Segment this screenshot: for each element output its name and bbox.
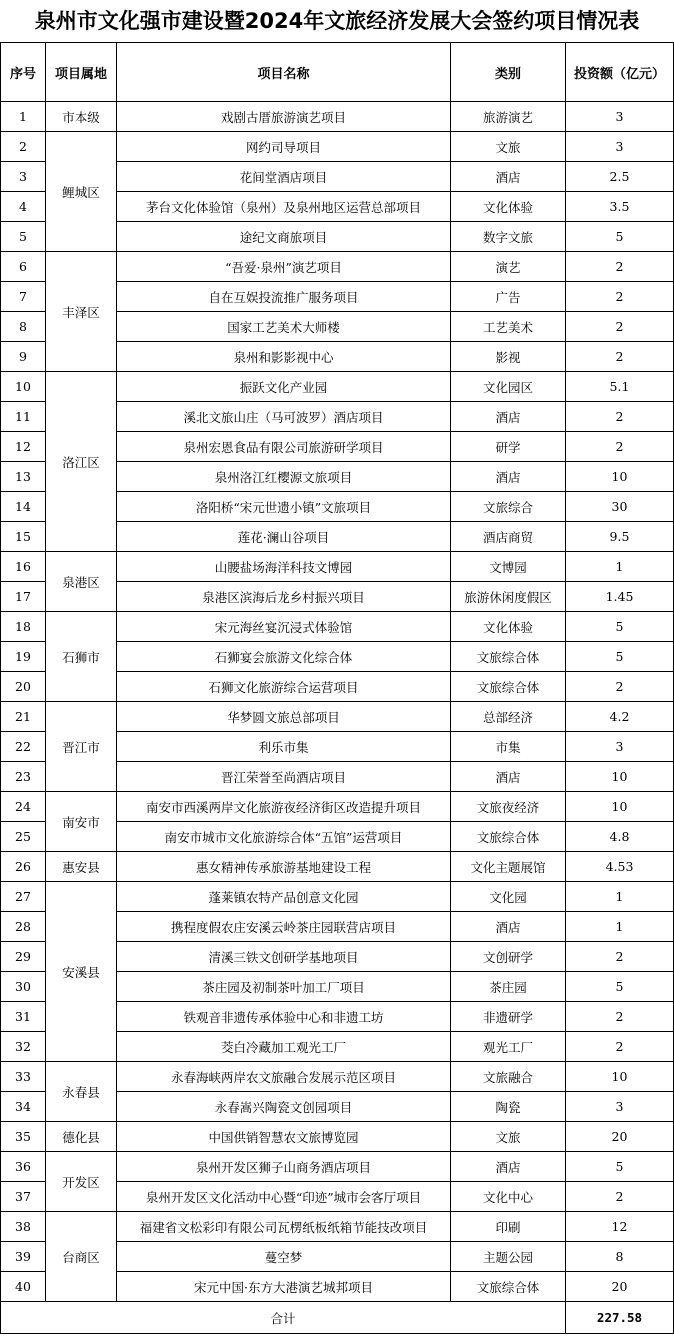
amount-cell: 2 — [566, 432, 674, 462]
category-cell: 文旅综合体 — [451, 1272, 566, 1302]
table-row — [1, 792, 674, 822]
category-cell: 文旅融合 — [451, 1062, 566, 1092]
project-name-cell: 洛阳桥“宋元世遗小镇”文旅项目 — [117, 492, 451, 522]
row-index: 37 — [1, 1182, 46, 1212]
category-cell: 印刷 — [451, 1212, 566, 1242]
category-cell: 酒店 — [451, 162, 566, 192]
project-name-cell: 福建省文松彩印有限公司瓦楞纸板纸箱节能技改项目 — [117, 1212, 451, 1242]
row-index: 3 — [1, 162, 46, 192]
project-name-cell: 华梦圆文旅总部项目 — [117, 702, 451, 732]
amount-cell: 10 — [566, 762, 674, 792]
category-cell: 文化体验 — [451, 612, 566, 642]
category-cell: 酒店 — [451, 462, 566, 492]
amount-cell: 9.5 — [566, 522, 674, 552]
table-row — [1, 852, 674, 882]
amount-cell: 20 — [566, 1122, 674, 1152]
project-name-cell: 茶庄园及初制茶叶加工厂项目 — [117, 972, 451, 1002]
amount-cell: 4.8 — [566, 822, 674, 852]
amount-cell: 5 — [566, 1152, 674, 1182]
row-index: 27 — [1, 882, 46, 912]
row-index: 35 — [1, 1122, 46, 1152]
row-index: 36 — [1, 1152, 46, 1182]
row-index: 14 — [1, 492, 46, 522]
row-index: 5 — [1, 222, 46, 252]
project-name-cell: 晋江荣誉至尚酒店项目 — [117, 762, 451, 792]
region-cell: 德化县 — [46, 1122, 117, 1152]
row-index: 1 — [1, 102, 46, 132]
amount-cell: 2 — [566, 672, 674, 702]
row-index: 20 — [1, 672, 46, 702]
amount-cell: 3 — [566, 132, 674, 162]
row-index: 34 — [1, 1092, 46, 1122]
amount-cell: 4.53 — [566, 852, 674, 882]
project-name-cell: 振跃文化产业园 — [117, 372, 451, 402]
category-cell: 影视 — [451, 342, 566, 372]
project-name-cell: 国家工艺美术大师楼 — [117, 312, 451, 342]
category-cell: 文化主题展馆 — [451, 852, 566, 882]
project-name-cell: 石狮宴会旅游文化综合体 — [117, 642, 451, 672]
table-row — [1, 552, 674, 582]
amount-cell: 5 — [566, 642, 674, 672]
amount-cell: 2 — [566, 942, 674, 972]
category-cell: 文化园区 — [451, 372, 566, 402]
amount-cell: 12 — [566, 1212, 674, 1242]
total-row — [1, 1302, 674, 1334]
row-index: 25 — [1, 822, 46, 852]
category-cell: 演艺 — [451, 252, 566, 282]
category-cell: 文化园 — [451, 882, 566, 912]
category-cell: 文旅 — [451, 132, 566, 162]
row-index: 9 — [1, 342, 46, 372]
amount-cell: 3 — [566, 1092, 674, 1122]
row-index: 15 — [1, 522, 46, 552]
amount-cell: 1 — [566, 912, 674, 942]
total-amount: 227.58 — [566, 1302, 674, 1334]
amount-cell: 10 — [566, 1062, 674, 1092]
amount-cell: 5 — [566, 972, 674, 1002]
table-row — [1, 252, 674, 282]
row-index: 30 — [1, 972, 46, 1002]
row-index: 40 — [1, 1272, 46, 1302]
category-cell: 旅游休闲度假区 — [451, 582, 566, 612]
row-index: 29 — [1, 942, 46, 972]
project-name-cell: 石狮文化旅游综合运营项目 — [117, 672, 451, 702]
amount-cell: 1.45 — [566, 582, 674, 612]
project-name-cell: 山腰盐场海洋科技文博园 — [117, 552, 451, 582]
project-name-cell: 清溪三铁文创研学基地项目 — [117, 942, 451, 972]
project-name-cell: 携程度假农庄安溪云岭茶庄园联营店项目 — [117, 912, 451, 942]
row-index: 10 — [1, 372, 46, 402]
row-index: 17 — [1, 582, 46, 612]
amount-cell: 5.1 — [566, 372, 674, 402]
category-cell: 文博园 — [451, 552, 566, 582]
amount-cell: 20 — [566, 1272, 674, 1302]
project-name-cell: 利乐市集 — [117, 732, 451, 762]
row-index: 18 — [1, 612, 46, 642]
category-cell: 观光工厂 — [451, 1032, 566, 1062]
row-index: 32 — [1, 1032, 46, 1062]
project-name-cell: 惠女精神传承旅游基地建设工程 — [117, 852, 451, 882]
category-cell: 市集 — [451, 732, 566, 762]
region-cell: 南安市 — [46, 792, 117, 852]
category-cell: 茶庄园 — [451, 972, 566, 1002]
project-name-cell: 宋元中国·东方大港演艺城邦项目 — [117, 1272, 451, 1302]
project-name-cell: 茭白冷藏加工观光工厂 — [117, 1032, 451, 1062]
amount-cell: 30 — [566, 492, 674, 522]
category-cell: 文旅综合体 — [451, 642, 566, 672]
amount-cell: 2 — [566, 1182, 674, 1212]
category-cell: 酒店商贸 — [451, 522, 566, 552]
amount-cell: 10 — [566, 792, 674, 822]
amount-cell: 2 — [566, 252, 674, 282]
region-cell: 开发区 — [46, 1152, 117, 1212]
table-row — [1, 372, 674, 402]
row-index: 23 — [1, 762, 46, 792]
category-cell: 旅游演艺 — [451, 102, 566, 132]
category-cell: 文旅综合体 — [451, 672, 566, 702]
amount-cell: 2 — [566, 312, 674, 342]
row-index: 8 — [1, 312, 46, 342]
project-name-cell: 泉州洛江红樱源文旅项目 — [117, 462, 451, 492]
table-row — [1, 1062, 674, 1092]
category-cell: 文化中心 — [451, 1182, 566, 1212]
project-name-cell: 宋元海丝宴沉浸式体验馆 — [117, 612, 451, 642]
category-cell: 酒店 — [451, 402, 566, 432]
amount-cell: 1 — [566, 552, 674, 582]
amount-cell: 1 — [566, 882, 674, 912]
category-cell: 总部经济 — [451, 702, 566, 732]
category-cell: 酒店 — [451, 1152, 566, 1182]
project-name-cell: 蔓空梦 — [117, 1242, 451, 1272]
table-row — [1, 1152, 674, 1182]
row-index: 39 — [1, 1242, 46, 1272]
amount-cell: 5 — [566, 612, 674, 642]
amount-cell: 3 — [566, 732, 674, 762]
page-title: 泉州市文化强市建设暨2024年文旅经济发展大会签约项目情况表 — [34, 9, 640, 33]
row-index: 22 — [1, 732, 46, 762]
region-cell: 鲤城区 — [46, 132, 117, 252]
amount-cell: 2 — [566, 282, 674, 312]
category-cell: 主题公园 — [451, 1242, 566, 1272]
project-name-cell: 花间堂酒店项目 — [117, 162, 451, 192]
row-index: 24 — [1, 792, 46, 822]
project-name-cell: 南安市西溪两岸文化旅游夜经济街区改造提升项目 — [117, 792, 451, 822]
category-cell: 文旅夜经济 — [451, 792, 566, 822]
row-index: 7 — [1, 282, 46, 312]
table-row — [1, 612, 674, 642]
table-row — [1, 1212, 674, 1242]
project-name-cell: 泉州和影影视中心 — [117, 342, 451, 372]
project-name-cell: “吾爱·泉州”演艺项目 — [117, 252, 451, 282]
category-cell: 文旅 — [451, 1122, 566, 1152]
amount-cell: 10 — [566, 462, 674, 492]
row-index: 21 — [1, 702, 46, 732]
region-cell: 市本级 — [46, 102, 117, 132]
project-name-cell: 自在互娱投流推广服务项目 — [117, 282, 451, 312]
row-index: 6 — [1, 252, 46, 282]
category-cell: 文创研学 — [451, 942, 566, 972]
amount-cell: 2 — [566, 1032, 674, 1062]
row-index: 4 — [1, 192, 46, 222]
row-index: 33 — [1, 1062, 46, 1092]
project-name-cell: 蓬莱镇农特产品创意文化园 — [117, 882, 451, 912]
row-index: 31 — [1, 1002, 46, 1032]
header-index: 序号 — [1, 43, 46, 102]
category-cell: 非遗研学 — [451, 1002, 566, 1032]
row-index: 38 — [1, 1212, 46, 1242]
project-name-cell: 泉州宏恩食品有限公司旅游研学项目 — [117, 432, 451, 462]
category-cell: 文旅综合体 — [451, 822, 566, 852]
category-cell: 广告 — [451, 282, 566, 312]
table-row — [1, 102, 674, 132]
row-index: 11 — [1, 402, 46, 432]
region-cell: 永春县 — [46, 1062, 117, 1122]
project-name-cell: 永春海峡两岸农文旅融合发展示范区项目 — [117, 1062, 451, 1092]
table-row — [1, 702, 674, 732]
category-cell: 陶瓷 — [451, 1092, 566, 1122]
amount-cell: 8 — [566, 1242, 674, 1272]
project-name-cell: 泉州开发区狮子山商务酒店项目 — [117, 1152, 451, 1182]
table-header-row — [1, 43, 674, 102]
row-index: 19 — [1, 642, 46, 672]
region-cell: 丰泽区 — [46, 252, 117, 372]
region-cell: 惠安县 — [46, 852, 117, 882]
amount-cell: 2 — [566, 402, 674, 432]
table-row — [1, 1122, 674, 1152]
project-name-cell: 戏剧古厝旅游演艺项目 — [117, 102, 451, 132]
project-name-cell: 泉州开发区文化活动中心暨“印迹”城市会客厅项目 — [117, 1182, 451, 1212]
category-cell: 工艺美术 — [451, 312, 566, 342]
amount-cell: 3.5 — [566, 192, 674, 222]
table-body — [1, 102, 674, 1302]
total-label: 合计 — [1, 1302, 566, 1334]
category-cell: 酒店 — [451, 762, 566, 792]
region-cell: 安溪县 — [46, 882, 117, 1062]
category-cell: 研学 — [451, 432, 566, 462]
amount-cell: 2 — [566, 342, 674, 372]
region-cell: 台商区 — [46, 1212, 117, 1302]
project-name-cell: 永春嵩兴陶瓷文创园项目 — [117, 1092, 451, 1122]
project-name-cell: 网约司导项目 — [117, 132, 451, 162]
region-cell: 晋江市 — [46, 702, 117, 792]
category-cell: 数字文旅 — [451, 222, 566, 252]
amount-cell: 4.2 — [566, 702, 674, 732]
project-name-cell: 茅台文化体验馆（泉州）及泉州地区运营总部项目 — [117, 192, 451, 222]
header-amount: 投资额（亿元） — [566, 43, 674, 102]
project-name-cell: 铁观音非遗传承体验中心和非遗工坊 — [117, 1002, 451, 1032]
region-cell: 石狮市 — [46, 612, 117, 702]
region-cell: 洛江区 — [46, 372, 117, 552]
category-cell: 酒店 — [451, 912, 566, 942]
row-index: 28 — [1, 912, 46, 942]
project-name-cell: 莲花·澜山谷项目 — [117, 522, 451, 552]
row-index: 2 — [1, 132, 46, 162]
header-region: 项目属地 — [46, 43, 117, 102]
row-index: 26 — [1, 852, 46, 882]
projects-table — [0, 42, 674, 1334]
header-category: 类别 — [451, 43, 566, 102]
region-cell: 泉港区 — [46, 552, 117, 612]
project-name-cell: 溪北文旅山庄（马可波罗）酒店项目 — [117, 402, 451, 432]
category-cell: 文旅综合 — [451, 492, 566, 522]
row-index: 13 — [1, 462, 46, 492]
table-row — [1, 882, 674, 912]
row-index: 12 — [1, 432, 46, 462]
project-name-cell: 中国供销智慧农文旅博览园 — [117, 1122, 451, 1152]
amount-cell: 2 — [566, 1002, 674, 1032]
project-name-cell: 南安市城市文化旅游综合体“五馆”运营项目 — [117, 822, 451, 852]
amount-cell: 5 — [566, 222, 674, 252]
table-row — [1, 132, 674, 162]
amount-cell: 3 — [566, 102, 674, 132]
amount-cell: 2.5 — [566, 162, 674, 192]
project-name-cell: 泉港区滨海后龙乡村振兴项目 — [117, 582, 451, 612]
row-index: 16 — [1, 552, 46, 582]
header-project-name: 项目名称 — [117, 43, 451, 102]
project-name-cell: 途纪文商旅项目 — [117, 222, 451, 252]
category-cell: 文化体验 — [451, 192, 566, 222]
